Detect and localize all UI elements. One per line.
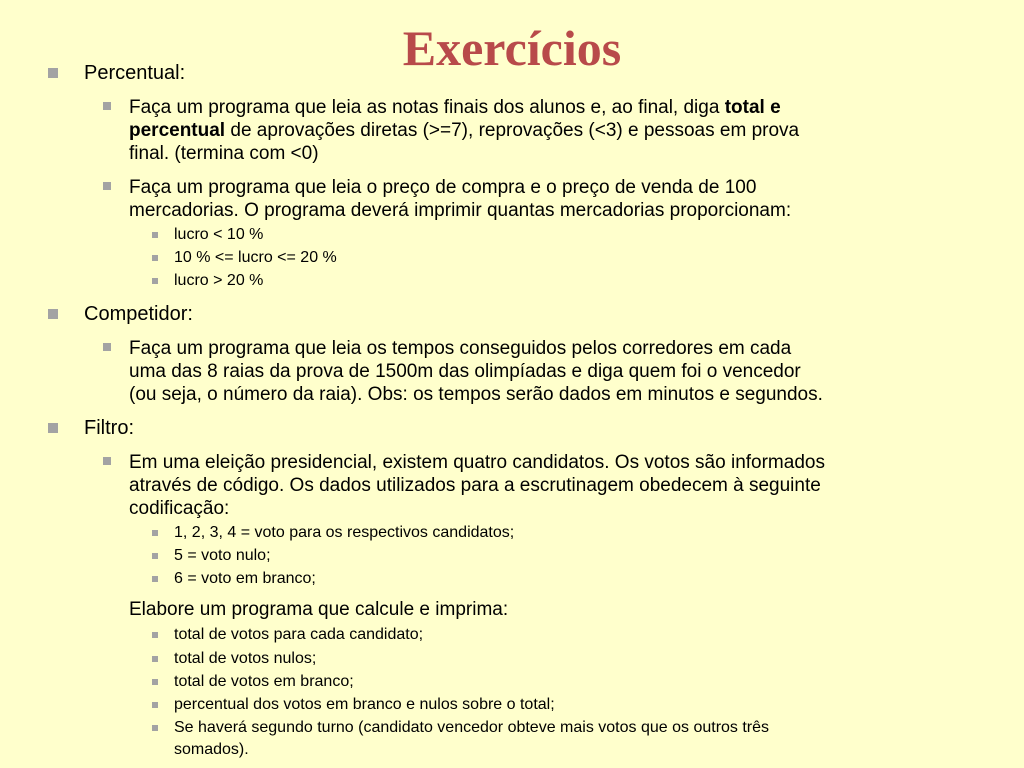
filtro-output-item: percentual dos votos em branco e nulos sobre o total; — [174, 696, 555, 713]
percentual-item1-bold: total e — [724, 97, 781, 118]
percentual-item2-line2: mercadorias. O programa deverá imprimir quantas mercadorias proporcionam: — [129, 200, 792, 221]
filtro-item1-line2: através de código. Os dados utilizados para a escrutinagem obedecem à seguinte — [129, 475, 821, 496]
level3-bullet-icon — [152, 702, 158, 708]
filtro-code-item: 1, 2, 3, 4 = voto para os respectivos candidatos; — [174, 524, 515, 541]
filtro-elabore-text: Elabore um programa que calcule e imprima: — [129, 599, 509, 620]
level2-bullet-icon — [103, 457, 111, 465]
level3-bullet-icon — [152, 656, 158, 662]
filtro-item1-line1: Em uma eleição presidencial, existem quatro candidatos. Os votos são informados — [129, 452, 825, 473]
level1-bullet-icon — [48, 309, 58, 319]
section-heading-percentual: Percentual: — [84, 62, 186, 84]
level3-bullet-icon — [152, 725, 158, 731]
percentual-subitem: 10 % <= lucro <= 20 % — [174, 249, 337, 266]
level3-bullet-icon — [152, 278, 158, 284]
level3-bullet-icon — [152, 530, 158, 536]
level2-bullet-icon — [103, 343, 111, 351]
percentual-item1-text2: de aprovações diretas (>=7), reprovações (<3) e pessoas em prova — [225, 120, 800, 141]
percentual-item2-line1: Faça um programa que leia o preço de compra e o preço de venda de 100 — [129, 177, 757, 198]
percentual-subitem: lucro < 10 % — [174, 226, 264, 243]
level2-bullet-icon — [103, 102, 111, 110]
percentual-subitem: lucro > 20 % — [174, 272, 264, 289]
level3-bullet-icon — [152, 232, 158, 238]
filtro-output-item-cont: somados). — [174, 741, 249, 758]
level3-bullet-icon — [152, 632, 158, 638]
filtro-output-item: total de votos para cada candidato; — [174, 626, 424, 643]
percentual-item1-line2 — [129, 119, 799, 142]
section-heading-competidor: Competidor: — [84, 303, 193, 325]
level2-bullet-icon — [103, 182, 111, 190]
percentual-item1-line3: final. (termina com <0) — [129, 143, 319, 164]
filtro-code-item: 6 = voto em branco; — [174, 570, 316, 587]
section-heading-filtro: Filtro: — [84, 417, 134, 439]
filtro-item1-line3: codificação: — [129, 498, 230, 519]
level3-bullet-icon — [152, 553, 158, 559]
level3-bullet-icon — [152, 576, 158, 582]
competidor-item1-line2: uma das 8 raias da prova de 1500m das olimpíadas e diga quem foi o vencedor — [129, 361, 801, 382]
filtro-output-item: total de votos em branco; — [174, 673, 354, 690]
percentual-item1-line1 — [129, 96, 781, 119]
percentual-item1-bold2: percentual — [129, 120, 226, 141]
level3-bullet-icon — [152, 679, 158, 685]
filtro-output-item: Se haverá segundo turno (candidato vencedor obteve mais votos que os outros três — [174, 719, 770, 736]
level3-bullet-icon — [152, 255, 158, 261]
level1-bullet-icon — [48, 68, 58, 78]
slide-title: Exercícios — [402, 20, 622, 76]
filtro-output-item: total de votos nulos; — [174, 650, 317, 667]
competidor-item1-line1: Faça um programa que leia os tempos conseguidos pelos corredores em cada — [129, 338, 792, 359]
filtro-code-item: 5 = voto nulo; — [174, 547, 271, 564]
level1-bullet-icon — [48, 423, 58, 433]
percentual-item1-text: Faça um programa que leia as notas finais dos alunos e, ao final, diga — [129, 97, 725, 118]
competidor-item1-line3: (ou seja, o número da raia). Obs: os tempos serão dados em minutos e segundos. — [129, 384, 823, 405]
